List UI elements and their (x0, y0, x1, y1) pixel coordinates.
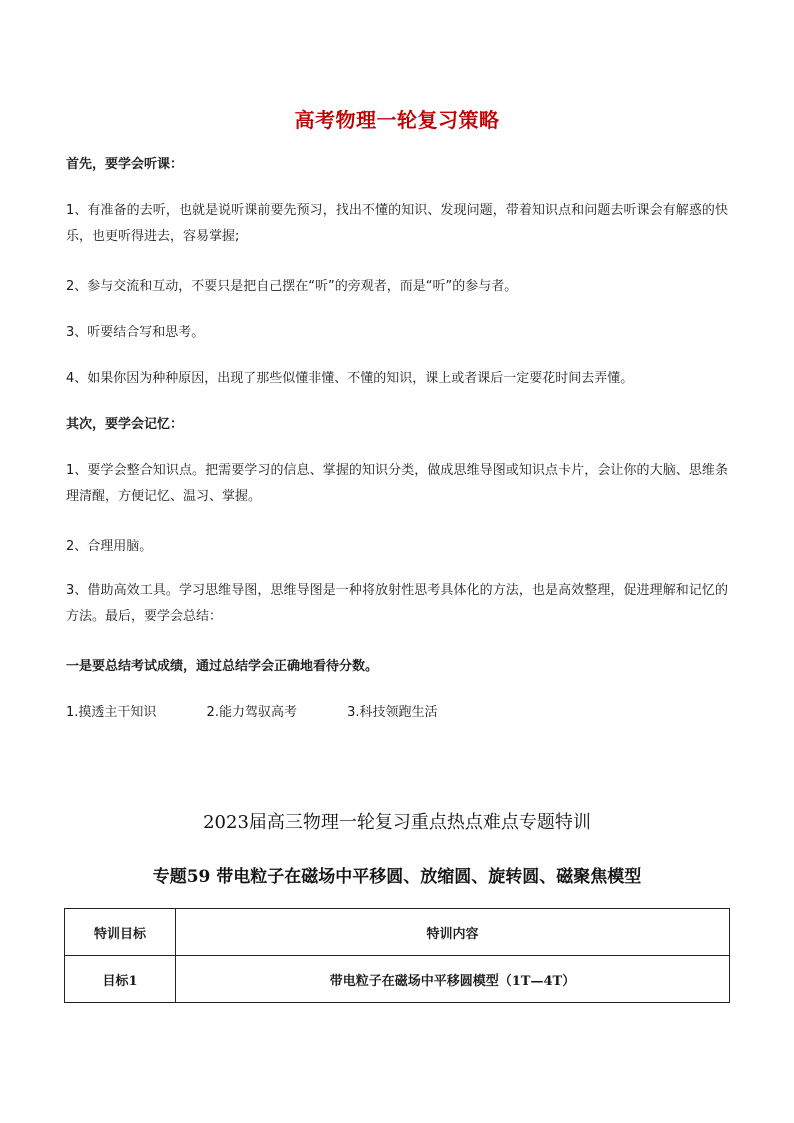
section1-heading: 首先，要学会听课： (66, 157, 184, 172)
table-header-row (65, 909, 730, 956)
section1-item-1: 1、有准备的去听，也就是说听课前要先预习，找出不懂的知识、发现问题，带着知识点和问题去听课会有解惑的快乐，也更听得进去，容易掌握; (66, 203, 728, 244)
series-heading: 2023届高三物理一轮复习重点热点难点专题特训 (203, 812, 591, 833)
table-cell-goal: 目标1 (65, 956, 176, 1003)
table-header-content: 特训内容 (176, 909, 730, 956)
key-point-1: 1.摸透主干知识 (66, 705, 157, 720)
training-table (64, 908, 730, 1003)
section1-item-3: 3、听要结合写和思考。 (66, 325, 205, 340)
table-cell-content: 带电粒子在磁场中平移圆模型（1T—4T） (176, 956, 730, 1003)
section1-item-4: 4、如果你因为种种原因，出现了那些似懂非懂、不懂的知识，课上或者课后一定要花时间去弄懂。 (66, 371, 634, 386)
summary-line: 一是要总结考试成绩，通过总结学会正确地看待分数。 (66, 659, 379, 674)
section2-item-1: 1、要学会整合知识点。把需要学习的信息、掌握的知识分类，做成思维导图或知识点卡片，会让你的大脑、思维条理清醒，方便记忆、温习、掌握。 (66, 463, 728, 504)
key-point-2: 2.能力驾驭高考 (206, 705, 297, 720)
key-point-3: 3.科技领跑生活 (347, 705, 438, 720)
table-header-goal: 特训目标 (65, 909, 176, 956)
topic-heading: 专题59 带电粒子在磁场中平移圆、放缩圆、旋转圆、磁聚焦模型 (152, 867, 642, 887)
section2-heading: 其次，要学会记忆： (66, 417, 184, 432)
page-title: 高考物理一轮复习策略 (294, 108, 500, 132)
section2-item-3: 3、借助高效工具。学习思维导图，思维导图是一种将放射性思考具体化的方法，也是高效整理，促进理解和记忆的方法。最后，要学会总结： (66, 583, 728, 624)
key-points-row (66, 700, 484, 726)
section2-item-2: 2、合理用脑。 (66, 539, 153, 554)
table-row (65, 956, 730, 1003)
section1-item-2: 2、参与交流和互动，不要只是把自己摆在“听”的旁观者，而是“听”的参与者。 (66, 279, 518, 294)
